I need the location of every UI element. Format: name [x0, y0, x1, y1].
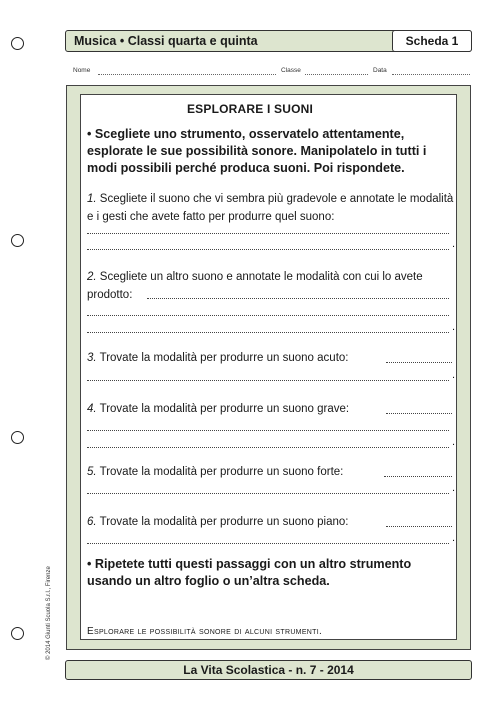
question-text: Trovate la modalità per produrre un suono piano: — [99, 516, 349, 528]
closing-instructions: • Ripetete tutti questi passaggi con un altro strumento usando un altro foglio o un’altra scheda. — [87, 557, 412, 588]
answer-line[interactable] — [386, 362, 452, 363]
question-3 — [87, 349, 459, 367]
binder-hole — [11, 627, 24, 640]
question-text: Trovate la modalità per produrre un suono forte: — [99, 466, 344, 478]
question-number: 3. — [87, 352, 97, 364]
answer-line[interactable] — [87, 249, 449, 250]
answer-line[interactable] — [386, 526, 452, 527]
question-1 — [87, 190, 459, 226]
line-end-mark: . — [452, 369, 456, 381]
date-field[interactable] — [392, 74, 470, 75]
header-title: Musica • Classi quarta e quinta — [74, 34, 258, 48]
question-number: 2. — [87, 271, 97, 283]
name-label: Nome — [73, 67, 91, 74]
answer-line[interactable] — [87, 233, 449, 234]
date-label: Data — [373, 67, 387, 74]
answer-line[interactable] — [87, 543, 449, 544]
answer-line[interactable] — [87, 380, 449, 381]
binder-hole — [11, 431, 24, 444]
answer-line[interactable] — [87, 430, 449, 431]
footer-bar: La Vita Scolastica - n. 7 - 2014 — [65, 660, 472, 680]
line-end-mark: . — [452, 436, 456, 448]
class-label: Classe — [281, 67, 301, 74]
question-number: 5. — [87, 466, 97, 478]
question-number: 1. — [87, 193, 97, 205]
worksheet-caption: Esplorare le possibilità sonore di alcuni strumenti. — [87, 626, 323, 637]
answer-line[interactable] — [384, 476, 452, 477]
answer-line[interactable] — [147, 298, 449, 299]
copyright-notice: © 2014 Giunti Scuola S.r.l., Firenze — [46, 566, 52, 660]
binder-hole — [11, 37, 24, 50]
answer-line[interactable] — [87, 493, 449, 494]
line-end-mark: . — [452, 532, 456, 544]
line-end-mark: . — [452, 321, 456, 333]
sheet-number-badge: Scheda 1 — [392, 30, 472, 52]
intro-instructions: • Scegliete uno strumento, osservatelo attentamente, esplorate le sue possibilità sonore. Manipolatelo in tutti i modi possibili perché produca suoni. Poi rispondete. — [87, 127, 427, 175]
answer-line[interactable] — [87, 447, 449, 448]
question-text: Scegliete il suono che vi sembra più gradevole e annotate le modalità e i gesti che avete fatto per produrre quel suono: — [87, 193, 454, 223]
class-field[interactable] — [305, 74, 368, 75]
question-text: Trovate la modalità per produrre un suono grave: — [99, 403, 350, 415]
question-4 — [87, 400, 459, 418]
line-end-mark: . — [452, 238, 456, 250]
binder-hole — [11, 234, 24, 247]
question-6 — [87, 513, 459, 531]
question-number: 6. — [87, 516, 97, 528]
question-number: 4. — [87, 403, 97, 415]
answer-line[interactable] — [87, 315, 449, 316]
answer-line[interactable] — [386, 413, 452, 414]
question-text: Trovate la modalità per produrre un suono acuto: — [99, 352, 349, 364]
question-5 — [87, 463, 459, 481]
worksheet-title: ESPLORARE I SUONI — [186, 102, 314, 116]
name-field[interactable] — [98, 74, 276, 75]
line-end-mark: . — [452, 482, 456, 494]
question-text: Scegliete un altro suono e annotate le modalità con cui lo avete prodotto: — [87, 271, 423, 301]
answer-line[interactable] — [87, 332, 449, 333]
header-bar — [65, 30, 472, 52]
